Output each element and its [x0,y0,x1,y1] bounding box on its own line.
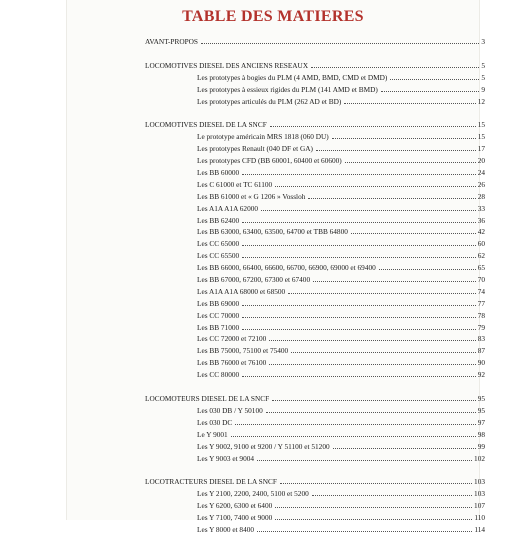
dot-leader [266,411,476,413]
toc-entry-label: Les CC 80000 [197,370,240,380]
toc-entry [145,155,485,167]
toc-page-number: 33 [477,203,485,213]
toc-entry-label: Les prototypes à bogies du PLM (4 AMD, BMD, CMD et DMD) [197,72,388,82]
toc-entry [145,203,485,215]
toc-entry [145,191,485,203]
toc-page-number: 65 [477,263,485,273]
toc-page-number: 95 [477,405,485,415]
toc-entry-label: Les BB 61000 et « G 1206 » Vossloh [197,191,306,201]
dot-leader [390,78,479,80]
toc-entry [145,333,485,345]
toc-entry-label: Les Y 7100, 7400 et 9000 [197,513,273,523]
section-gap [145,107,485,119]
table-of-contents [145,36,485,536]
toc-entry-label: Les prototypes à essieux rigides du PLM (141 AMD et BMD) [197,84,378,94]
dot-leader [311,66,479,68]
toc-page-number: 5 [481,72,485,82]
toc-entry [145,405,485,417]
toc-page-number: 83 [477,334,485,344]
dot-leader [312,494,472,496]
dot-leader [201,42,479,44]
toc-page-number: 98 [477,429,485,439]
toc-entry-label: Les A1A A1A 62000 [197,203,259,213]
toc-section-heading [145,393,485,405]
toc-entry [145,298,485,310]
toc-page-number: 97 [477,417,485,427]
toc-page-number: 9 [481,84,485,94]
dot-leader [257,459,472,461]
toc-entry-label: AVANT-PROPOS [145,37,198,46]
dot-leader [351,232,476,234]
dot-leader [257,530,472,532]
toc-section-heading [145,476,485,488]
toc-entry-label: Les Y 9003 et 9004 [197,453,255,463]
toc-entry [145,215,485,227]
toc-section-heading [145,36,485,48]
toc-page-number: 42 [477,227,485,237]
dot-leader [242,304,476,306]
toc-page-number: 114 [474,524,485,534]
toc-entry-label: Les BB 67000, 67200, 67300 et 67400 [197,275,311,285]
dot-leader [316,149,476,151]
toc-page-number: 103 [474,489,485,499]
toc-entry-label: LOCOMOTIVES DIESEL DES ANCIENS RESEAUX [145,60,309,70]
dot-leader [269,339,475,341]
toc-page-number: 92 [477,370,485,380]
toc-entry-label: Les prototypes articulés du PLM (262 AD et BD) [197,96,342,106]
dot-leader [242,173,476,175]
toc-entry [145,429,485,441]
toc-entry [145,167,485,179]
toc-entry-label: Les 030 DB / Y 50100 [197,405,263,415]
toc-page-number: 99 [477,441,485,451]
toc-entry-label: Les BB 66000, 66400, 66600, 66700, 66900, 69000 et 69400 [197,263,376,273]
toc-page-number: 5 [481,60,485,70]
page-title: TABLE DES MATIERES [182,8,364,25]
toc-entry [145,84,485,96]
dot-leader [270,125,476,127]
toc-page-number: 26 [477,179,485,189]
toc-page-number: 12 [477,96,485,106]
toc-page-number: 15 [477,132,485,142]
toc-entry [145,357,485,369]
dot-leader [272,399,476,401]
toc-entry [145,500,485,512]
toc-entry [145,453,485,465]
section-gap [145,464,485,476]
dot-leader [344,102,475,104]
toc-page-number: 15 [477,120,485,130]
toc-entry [145,262,485,274]
dot-leader [288,292,476,294]
dot-leader [242,221,476,223]
toc-entry-label: Les C 61000 et TC 61100 [197,179,273,189]
toc-entry [145,143,485,155]
toc-entry-label: Les 030 DC [197,417,233,427]
dot-leader [242,256,476,258]
dot-leader [231,435,476,437]
toc-entry-label: Les BB 60000 [197,168,240,178]
toc-entry-label: Le prototype américain MRS 1818 (060 DU) [197,132,329,142]
toc-entry-label: Le Y 9001 [197,429,228,439]
toc-page-number: 107 [474,501,485,511]
toc-entry-label: Les BB 76000 et 76100 [197,358,267,368]
toc-entry-label: Les Y 2100, 2200, 2400, 5100 et 5200 [197,489,309,499]
dot-leader [242,244,476,246]
toc-page-number: 90 [477,358,485,368]
dot-leader [313,280,476,282]
dot-leader [332,137,476,139]
dot-leader [235,423,475,425]
toc-entry [145,131,485,143]
dot-leader [291,351,475,353]
toc-page-number: 78 [477,310,485,320]
toc-page-number: 79 [477,322,485,332]
dot-leader [275,506,472,508]
dot-leader [261,209,476,211]
toc-entry [145,417,485,429]
section-gap [145,48,485,60]
toc-page-number: 103 [474,477,485,487]
toc-entry-label: Les CC 70000 [197,310,240,320]
toc-entry-label: Les BB 69000 [197,298,240,308]
toc-entry-label: Les Y 9002, 9100 et 9200 / Y 51100 et 51200 [197,441,330,451]
dot-leader [381,90,480,92]
toc-page-number: 20 [477,156,485,166]
toc-entry-label: Les CC 65000 [197,239,240,249]
toc-page-number: 95 [477,394,485,404]
toc-entry-label: Les A1A A1A 68000 et 68500 [197,286,286,296]
toc-section-heading [145,60,485,72]
toc-entry-label: Les prototypes Renault (040 DF et GA) [197,144,313,154]
toc-page-number: 28 [477,191,485,201]
toc-page-number: 3 [481,37,485,46]
toc-entry-label: Les Y 6200, 6300 et 6400 [197,501,273,511]
document-page [66,0,485,534]
dot-leader [242,375,476,377]
toc-entry-label: Les BB 75000, 75100 et 75400 [197,346,289,356]
toc-entry [145,345,485,357]
toc-entry [145,369,485,381]
toc-page-number: 62 [477,251,485,261]
dot-leader [333,447,476,449]
dot-leader [308,197,475,199]
dot-leader [242,328,476,330]
toc-entry-label: Les BB 63000, 63400, 63500, 64700 et TBB 64800 [197,227,348,237]
toc-page-number: 17 [477,144,485,154]
dot-leader [379,268,476,270]
toc-entry-label: LOCOMOTIVES DIESEL DE LA SNCF [145,120,267,130]
section-gap [145,381,485,393]
toc-entry-label: Les Y 8000 et 8400 [197,524,255,534]
toc-entry-label: Les CC 72000 et 72100 [197,334,267,344]
toc-page-number: 110 [474,513,485,523]
dot-leader [275,185,476,187]
toc-page-number: 87 [477,346,485,356]
toc-entry [145,488,485,500]
toc-entry [145,512,485,524]
toc-entry [145,441,485,453]
toc-entry-label: LOCOTRACTEURS DIESEL DE LA SNCF [145,477,277,487]
toc-page-number: 74 [477,286,485,296]
toc-entry [145,179,485,191]
toc-entry [145,226,485,238]
toc-entry-label: Les BB 71000 [197,322,240,332]
dot-leader [345,161,476,163]
toc-page-number: 102 [474,453,485,463]
toc-entry [145,72,485,84]
toc-entry-label: LOCOMOTEURS DIESEL DE LA SNCF [145,394,270,404]
toc-entry [145,238,485,250]
toc-entry [145,96,485,108]
toc-entry [145,286,485,298]
toc-page-number: 24 [477,168,485,178]
toc-page-number: 77 [477,298,485,308]
toc-page-number: 36 [477,215,485,225]
dot-leader [280,482,472,484]
toc-entry-label: Les prototypes CFD (BB 60001, 60400 et 60600) [197,156,342,166]
dot-leader [242,316,476,318]
toc-section-heading [145,119,485,131]
toc-page-number: 70 [477,275,485,285]
toc-entry [145,310,485,322]
toc-entry-label: Les BB 62400 [197,215,240,225]
toc-entry [145,274,485,286]
toc-entry [145,322,485,334]
toc-entry [145,250,485,262]
toc-page-number: 60 [477,239,485,249]
dot-leader [269,363,475,365]
toc-entry [145,524,485,536]
toc-entry-label: Les CC 65500 [197,251,240,261]
